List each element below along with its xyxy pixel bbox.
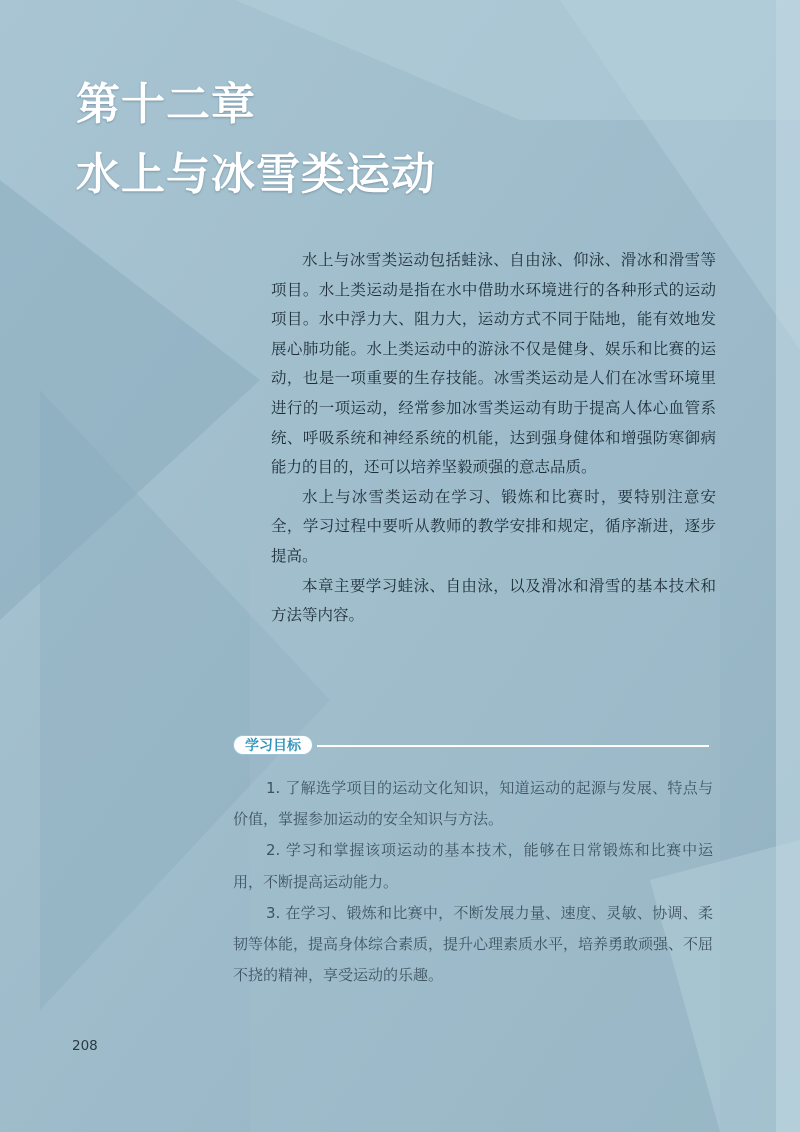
- intro-paragraph: 水上与冰雪类运动包括蛙泳、自由泳、仰泳、滑冰和滑雪等项目。水上类运动是指在水中借助水环境进行的各种形式的运动项目。水中浮力大、阻力大，运动方式不同于陆地，能有效地发展心肺功能。水上类运动中的游泳不仅是健身、娱乐和比赛的运动，也是一项重要的生存技能。冰雪类运动是人们在冰雪环境里进行的一项运动，经常参加冰雪类运动有助于提高人体心血管系统、呼吸系统和神经系统的机能，达到强身健体和增强防寒御病能力的目的，还可以培养坚毅顽强的意志品质。: [271, 251, 716, 477]
- learning-objectives-list: [233, 773, 713, 991]
- objective-item: 3. 在学习、锻炼和比赛中，不断发展力量、速度、灵敏、协调、柔韧等体能，提高身体综合素质，提升心理素质水平，培养勇敢顽强、不屈不挠的精神，享受运动的乐趣。: [233, 903, 714, 985]
- chapter-title: 水上与冰雪类运动: [76, 149, 436, 200]
- page-edge-strip: [776, 0, 800, 1132]
- intro-paragraph: 本章主要学习蛙泳、自由泳，以及滑冰和滑雪的基本技术和方法等内容。: [271, 576, 716, 625]
- learning-objectives-header: [233, 735, 709, 757]
- chapter-number: 第十二章: [76, 79, 256, 130]
- intro-paragraph: 水上与冰雪类运动在学习、锻炼和比赛时，要特别注意安全，学习过程中要听从教师的教学安排和规定，循序渐进，逐步提高。: [271, 487, 716, 565]
- intro-text: [271, 246, 716, 631]
- page-number: 208: [72, 1038, 98, 1054]
- objective-item: 1. 了解选学项目的运动文化知识，知道运动的起源与发展、特点与价值，掌握参加运动的安全知识与方法。: [233, 779, 713, 829]
- objective-item: 2. 学习和掌握该项运动的基本技术，能够在日常锻炼和比赛中运用，不断提高运动能力。: [233, 841, 713, 891]
- header-divider: [317, 745, 709, 747]
- learning-objectives-badge: 学习目标: [233, 735, 313, 755]
